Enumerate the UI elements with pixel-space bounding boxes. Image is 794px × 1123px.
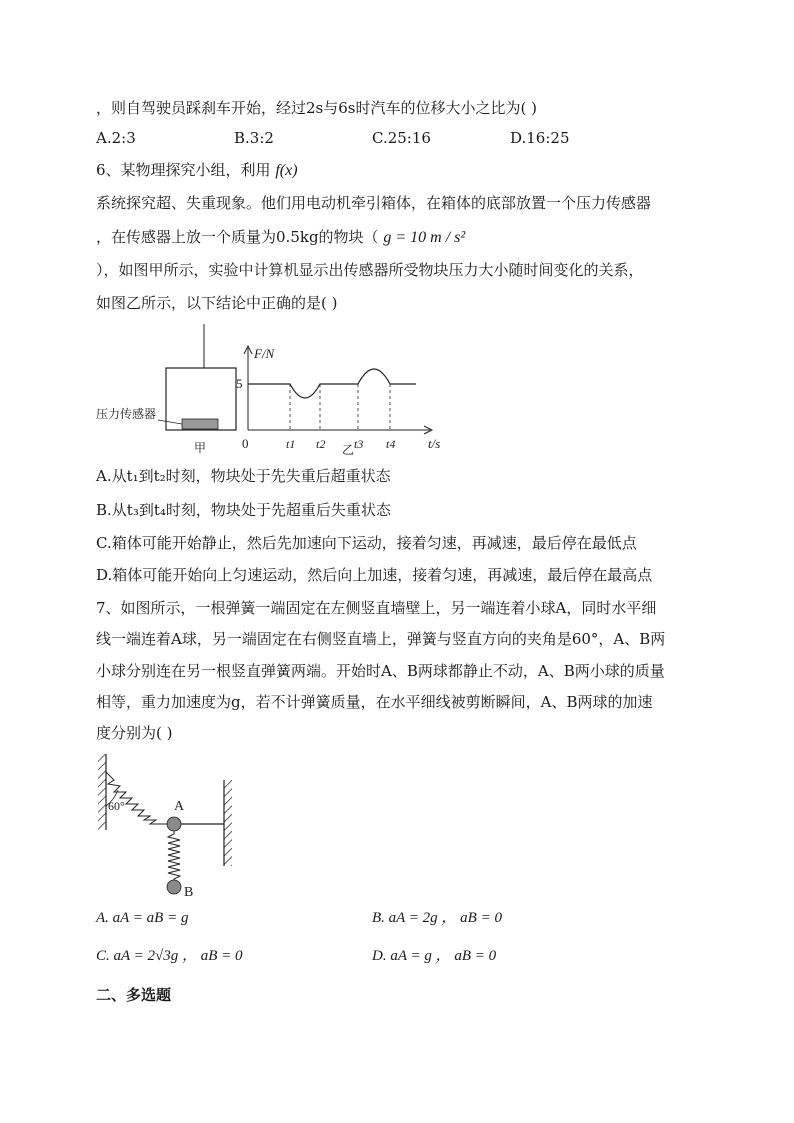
q6-line1-text: 6、某物理探究小组，利用 [96,161,271,179]
left-wall [98,754,106,830]
q6-line2: 系统探究超、失重现象。他们用电动机牵引箱体，在箱体的底部放置一个压力传感器 [96,194,652,212]
q7-line3: 小球分别连在另一根竖直弹簧两端。开始时A、B两球都静止不动，A、B两小球的质量 [96,662,665,680]
sensor-label: 压力传感器 [96,407,157,421]
q6-line1 [96,160,298,181]
q5-option-c: C.25:16 [372,129,431,147]
q5-stem: ，则自驾驶员踩刹车开始，经过2s与6s时汽车的位移大小之比为( ) [96,99,537,117]
ball-a-label: A [174,799,185,814]
tick-t3: t3 [354,437,364,451]
q6-gravity-expression: g = 10 m / s² [383,229,466,246]
tick-t4: t4 [386,437,396,451]
q6-line3-text: ，在传感器上放一个质量为0.5kg的物块（ [96,228,379,246]
right-wall [224,780,232,866]
q7-line4: 相等，重力加速度为g，若不计弹簧质量，在水平细线被剪断瞬间，A、B两球的加速 [96,693,653,711]
diagonal-spring [106,772,174,824]
q7-line2: 线一端连着A球，另一端固定在右侧竖直墙上，弹簧与竖直方向的夹角是60°，A、B两 [96,630,666,648]
angle-label: 60° [108,799,125,813]
q5-option-b: B.3:2 [234,129,274,147]
q6-option-c: C.箱体可能开始静止，然后先加速向下运动，接着匀速，再减速，最后停在最低点 [96,534,637,552]
q7-line5: 度分别为( ) [96,724,173,742]
figure-right-caption: 乙 [342,443,355,457]
q6-line3 [96,227,465,248]
ball-a [167,817,181,831]
ball-b-label: B [184,885,194,898]
ball-b [167,880,181,894]
graph-y-tick: 5 [236,376,243,391]
q6-option-b: B.从t₃到t₄时刻，物块处于先超重后失重状态 [96,501,391,519]
q6-line4: ），如图甲所示，实验中计算机显示出传感器所受物块压力大小随时间变化的关系， [96,261,644,279]
q7-line1: 7、如图所示，一根弹簧一端固定在左侧竖直墙壁上，另一端连着小球A，同时水平细 [96,599,657,617]
figure-left-caption: 甲 [194,441,207,455]
graph-origin: 0 [242,436,249,451]
q6-figure [90,318,460,458]
q6-line5: 如图乙所示，以下结论中正确的是( ) [96,294,338,312]
force-curve [248,369,416,398]
q7-option-c: C. aA = 2√3g ， aB = 0 [96,948,243,964]
q6-function-expression: f(x) [275,162,298,179]
graph-y-label: F/N [254,346,275,361]
q5-option-a: A.2:3 [96,129,136,147]
q7-option-b: B. aA = 2g ， aB = 0 [372,910,502,926]
tick-t2: t2 [316,437,326,451]
q6-option-a: A.从t₁到t₂时刻，物块处于先失重后超重状态 [96,467,391,485]
q7-figure [94,748,244,898]
tick-t1: t1 [286,437,296,451]
vertical-spring [168,831,180,882]
q7-option-d: D. aA = g ， aB = 0 [372,948,497,964]
q6-option-d: D.箱体可能开始向上匀速运动，然后向上加速，接着匀速，再减速，最后停在最高点 [96,566,653,584]
pressure-sensor [182,419,218,429]
graph-x-label: t/s [428,436,441,451]
q5-option-d: D.16:25 [510,129,570,147]
section-heading: 二、多选题 [96,986,172,1004]
q7-option-a: A. aA = aB = g [96,910,189,926]
